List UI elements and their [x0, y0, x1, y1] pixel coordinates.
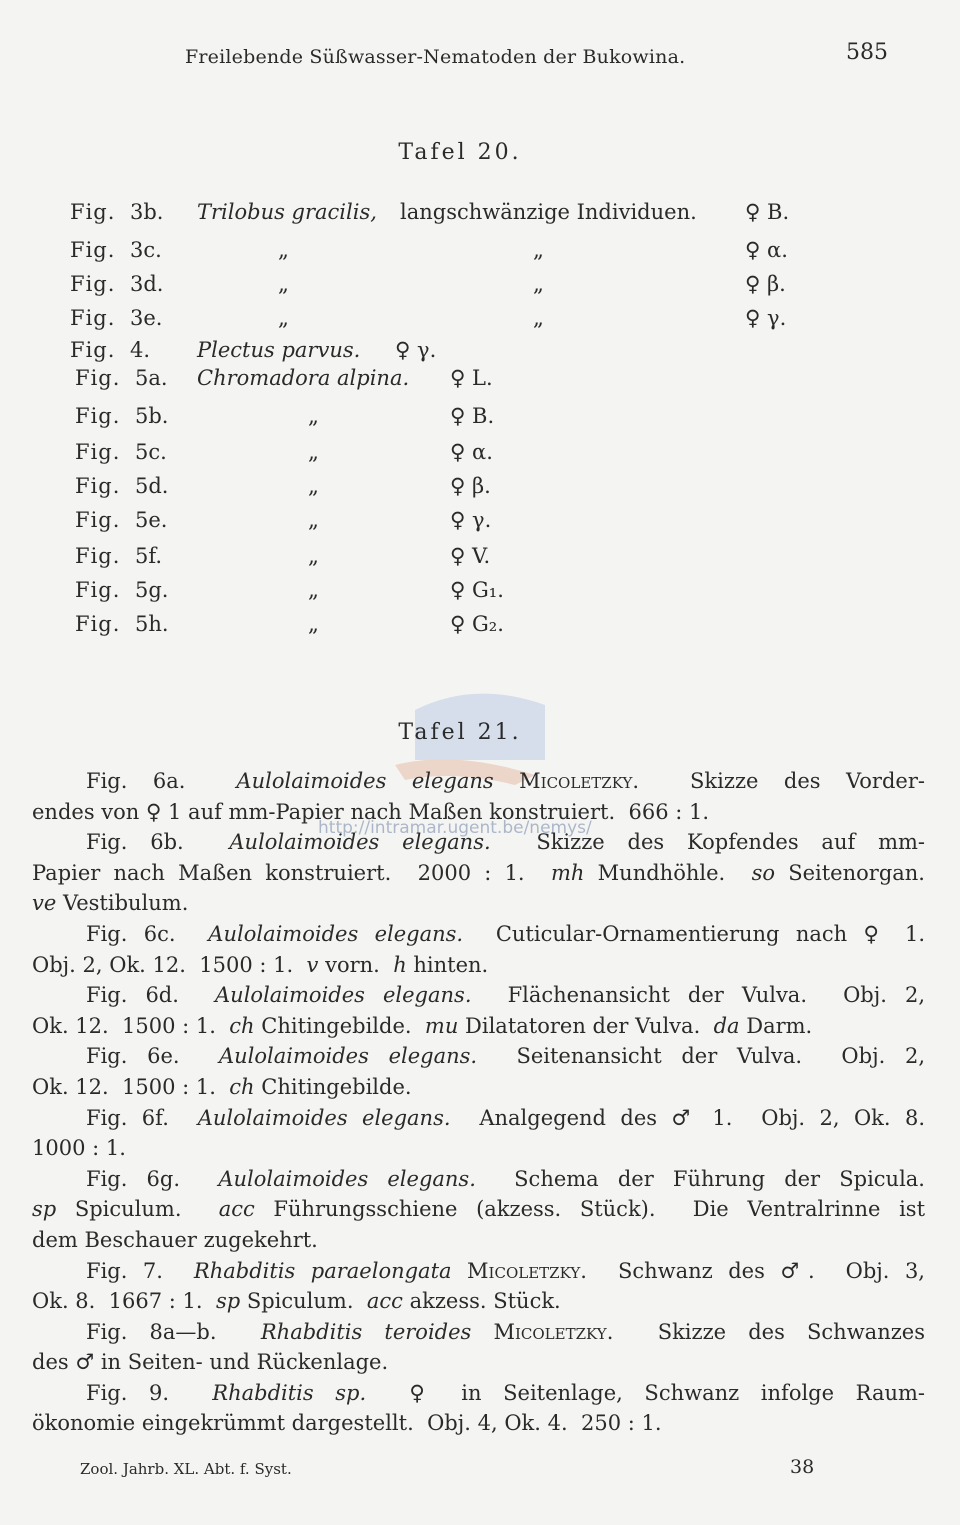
caption-text: Fig. 9.: [86, 1380, 213, 1405]
italic-text: Aulolaimoides elegans.: [229, 830, 491, 855]
figure-caption: [32, 1317, 925, 1378]
italic-text: Aulolaimoides elegans: [236, 769, 494, 793]
species-name: „: [308, 440, 319, 464]
caption-line: [32, 1408, 925, 1439]
caption-line: [32, 1194, 925, 1225]
caption-text: Ok. 12. 1500 : 1.: [32, 1074, 230, 1099]
caption-text: [494, 769, 519, 793]
italic-text: so: [751, 860, 776, 885]
fig-number: 5h.: [135, 612, 169, 636]
figure-row: [0, 238, 960, 268]
caption-text: Fig. 8a—b.: [86, 1319, 261, 1344]
fig-label: Fig.: [70, 338, 116, 362]
caption-text: Fig. 6d.: [86, 983, 216, 1008]
sex-stage: ♀ B.: [450, 404, 495, 428]
caption-line: [32, 1041, 925, 1072]
species-name: Trilobus gracilis,: [197, 200, 377, 224]
species-name: „: [308, 474, 319, 498]
figure-caption: [32, 919, 925, 980]
caption-text: Fig. 6b.: [86, 830, 230, 855]
species-note: langschwänzige Individuen.: [400, 200, 697, 224]
fig-label: Fig.: [75, 440, 121, 464]
caption-text: Chitingebilde.: [254, 1013, 425, 1038]
fig-number: 5d.: [135, 474, 169, 498]
species-name: „: [308, 578, 319, 602]
caption-line: [32, 797, 925, 828]
italic-text: ch: [229, 1074, 255, 1099]
fig-label: Fig.: [70, 272, 116, 296]
figure-caption: [32, 1103, 925, 1164]
caption-text: ökonomie eingekrümmt dargestellt. Obj. 4, Ok. 4. 250 : 1.: [32, 1411, 662, 1436]
caption-text: Fig. 6f.: [86, 1105, 198, 1130]
figure-row: [0, 338, 960, 368]
caption-line: [32, 1378, 925, 1409]
tafel-20-title: Tafel 20.: [398, 140, 522, 165]
species-note: „: [533, 306, 544, 330]
fig-number: 5b.: [135, 404, 169, 428]
fig-number: 3e.: [130, 306, 163, 330]
species-note: „: [533, 272, 544, 296]
caption-line: [32, 1317, 925, 1348]
caption-text: Fig. 6c.: [86, 921, 209, 946]
fig-number: 5g.: [135, 578, 169, 602]
watermark-url: http://intramar.ugent.be/nemys/: [318, 818, 592, 838]
caption-text: Mundhöhle.: [584, 860, 752, 885]
fig-number: 3b.: [130, 200, 164, 224]
italic-text: Rhabditis sp.: [212, 1380, 367, 1405]
fig-label: Fig.: [75, 404, 121, 428]
caption-text: Darm.: [739, 1013, 813, 1038]
caption-text: des ♂ in Seiten- und Rückenlage.: [32, 1350, 389, 1375]
italic-text: sp: [32, 1197, 57, 1222]
caption-text: dem Beschauer zugekehrt.: [32, 1227, 318, 1252]
caption-line: [32, 858, 925, 889]
fig-number: 5c.: [135, 440, 167, 464]
italic-text: Aulolaimoides elegans.: [197, 1105, 451, 1130]
footer-signature: 38: [790, 1456, 815, 1478]
figure-caption: [32, 766, 925, 827]
caption-line: [32, 1164, 925, 1195]
italic-text: Rhabditis teroides: [260, 1319, 472, 1344]
figure-row: [0, 200, 960, 230]
sex-stage: ♀ G₁.: [450, 578, 504, 602]
italic-text: v: [306, 952, 319, 977]
italic-text: Aulolaimoides elegans.: [215, 983, 472, 1008]
species-name: Chromadora alpina.: [197, 366, 410, 390]
tafel-21-title: Tafel 21.: [398, 720, 522, 745]
figure-row: [0, 440, 960, 470]
figure-row: [0, 306, 960, 336]
figure-row: [0, 578, 960, 608]
fig-number: 5e.: [135, 508, 168, 532]
species-name: „: [278, 272, 289, 296]
caption-text: Spiculum.: [240, 1289, 367, 1314]
caption-text: Vestibulum.: [56, 891, 189, 916]
caption-text: Spiculum.: [56, 1197, 219, 1222]
caption-line: [32, 1256, 925, 1287]
sex-stage: ♀ α.: [745, 238, 788, 262]
running-title: Freilebende Süßwasser-Nematoden der Bukowina.: [185, 46, 686, 68]
caption-line: [32, 1133, 925, 1164]
fig-label: Fig.: [75, 474, 121, 498]
caption-line: [32, 1225, 925, 1256]
figure-caption: [32, 1041, 925, 1102]
italic-text: Rhabditis paraelongata: [193, 1258, 452, 1283]
caption-text: Analgegend des ♂ 1. Obj. 2, Ok. 8.: [450, 1105, 925, 1130]
italic-text: da: [713, 1013, 740, 1038]
caption-text: Fig. 6e.: [86, 1044, 219, 1069]
fig-number: 3d.: [130, 272, 164, 296]
tafel-21-descriptions: [32, 766, 925, 1439]
caption-line: [32, 980, 925, 1011]
caption-text: Cuticular-Ornamentierung nach ♀ 1.: [463, 921, 925, 946]
caption-line: [32, 1347, 925, 1378]
caption-text: Fig. 7.: [86, 1258, 194, 1283]
italic-text: Aulolaimoides elegans.: [208, 921, 464, 946]
caption-text: hinten.: [406, 952, 489, 977]
italic-text: mh: [551, 860, 585, 885]
figure-caption: [32, 980, 925, 1041]
fig-number: 3c.: [130, 238, 162, 262]
author-name: Micoletzky: [467, 1258, 581, 1283]
caption-text: endes von ♀ 1 auf mm-Papier nach Maßen konstruiert. 666 : 1.: [32, 799, 710, 824]
caption-line: [32, 1072, 925, 1103]
figure-caption: [32, 1164, 925, 1256]
species-name: „: [308, 404, 319, 428]
sex-stage: ♀ β.: [450, 474, 491, 498]
author-name: Micoletzky: [493, 1319, 607, 1344]
author-name: Micoletzky: [519, 769, 633, 793]
figure-row: [0, 404, 960, 434]
fig-number: 5f.: [135, 544, 163, 568]
sex-stage: ♀ G₂.: [450, 612, 504, 636]
sex-stage: ♀ γ.: [450, 508, 492, 532]
caption-text: Schema der Führung der Spicula.: [475, 1166, 925, 1191]
figure-row: [0, 612, 960, 642]
caption-text: Dilatatoren der Vulva.: [458, 1013, 714, 1038]
italic-text: ch: [229, 1013, 255, 1038]
page-number: 585: [846, 40, 888, 65]
caption-line: [32, 1011, 925, 1042]
caption-text: Seitenorgan.: [775, 860, 925, 885]
fig-label: Fig.: [70, 306, 116, 330]
fig-label: Fig.: [75, 366, 121, 390]
species-name: Plectus parvus.: [197, 338, 361, 362]
caption-text: 1000 : 1.: [32, 1136, 126, 1161]
caption-line: [32, 1103, 925, 1134]
sex-stage: ♀ B.: [745, 200, 790, 224]
caption-text: [452, 1259, 468, 1283]
caption-text: . Schwanz des ♂. Obj. 3,: [580, 1258, 925, 1283]
italic-text: Aulolaimoides elegans.: [218, 1166, 476, 1191]
figure-row: [0, 508, 960, 538]
caption-text: vorn.: [318, 952, 394, 977]
figure-row: [0, 366, 960, 396]
sex-stage: ♀ V.: [450, 544, 491, 568]
caption-text: Fig. 6a.: [86, 769, 237, 793]
species-name: „: [308, 544, 319, 568]
caption-text: . Skizze des Vorder-: [632, 769, 925, 793]
caption-line: [32, 888, 925, 919]
figure-caption: [32, 827, 925, 919]
italic-text: acc: [366, 1289, 403, 1314]
italic-text: Aulolaimoides elegans.: [218, 1044, 478, 1069]
caption-text: ♀ in Seitenlage, Schwanz infolge Raum-: [366, 1380, 925, 1405]
italic-text: h: [393, 952, 407, 977]
figure-caption: [32, 1256, 925, 1317]
caption-text: Ok. 8. 1667 : 1.: [32, 1289, 216, 1314]
caption-text: [471, 1320, 493, 1344]
fig-label: Fig.: [70, 200, 116, 224]
caption-line: [32, 1286, 925, 1317]
italic-text: acc: [218, 1197, 255, 1222]
italic-text: mu: [424, 1013, 459, 1038]
caption-line: [32, 950, 925, 981]
figure-row: [0, 272, 960, 302]
italic-text: ve: [32, 891, 57, 916]
caption-text: Ok. 12. 1500 : 1.: [32, 1013, 230, 1038]
fig-label: Fig.: [75, 544, 121, 568]
species-name: „: [308, 612, 319, 636]
caption-line: [32, 766, 925, 797]
species-name: „: [278, 306, 289, 330]
fig-label: Fig.: [70, 238, 116, 262]
sex-stage: ♀ γ.: [395, 338, 437, 362]
caption-text: Obj. 2, Ok. 12. 1500 : 1.: [32, 952, 307, 977]
caption-text: Führungsschiene (akzess. Stück). Die Ventralrinne ist: [254, 1197, 926, 1222]
figure-row: [0, 544, 960, 574]
fig-number: 4.: [130, 338, 151, 362]
caption-text: Skizze des Kopfendes auf mm-: [490, 830, 925, 855]
caption-text: Seitenansicht der Vulva. Obj. 2,: [477, 1044, 926, 1069]
species-name: „: [278, 238, 289, 262]
italic-text: sp: [215, 1289, 241, 1314]
caption-text: Flächenansicht der Vulva. Obj. 2,: [471, 983, 926, 1008]
caption-text: . Skizze des Schwanzes: [606, 1319, 925, 1344]
figure-caption: [32, 1378, 925, 1439]
species-note: „: [533, 238, 544, 262]
fig-label: Fig.: [75, 578, 121, 602]
sex-stage: ♀ γ.: [745, 306, 787, 330]
caption-text: Papier nach Maßen konstruiert. 2000 : 1.: [32, 860, 552, 885]
caption-line: [32, 827, 925, 858]
fig-number: 5a.: [135, 366, 168, 390]
sex-stage: ♀ α.: [450, 440, 493, 464]
sex-stage: ♀ β.: [745, 272, 786, 296]
figure-row: [0, 474, 960, 504]
fig-label: Fig.: [75, 508, 121, 532]
caption-text: Chitingebilde.: [254, 1074, 412, 1099]
caption-text: akzess. Stück.: [402, 1289, 561, 1314]
species-name: „: [308, 508, 319, 532]
caption-line: [32, 919, 925, 950]
caption-text: Fig. 6g.: [86, 1166, 219, 1191]
fig-label: Fig.: [75, 612, 121, 636]
sex-stage: ♀ L.: [450, 366, 493, 390]
footer-journal: Zool. Jahrb. XL. Abt. f. Syst.: [80, 1460, 292, 1478]
